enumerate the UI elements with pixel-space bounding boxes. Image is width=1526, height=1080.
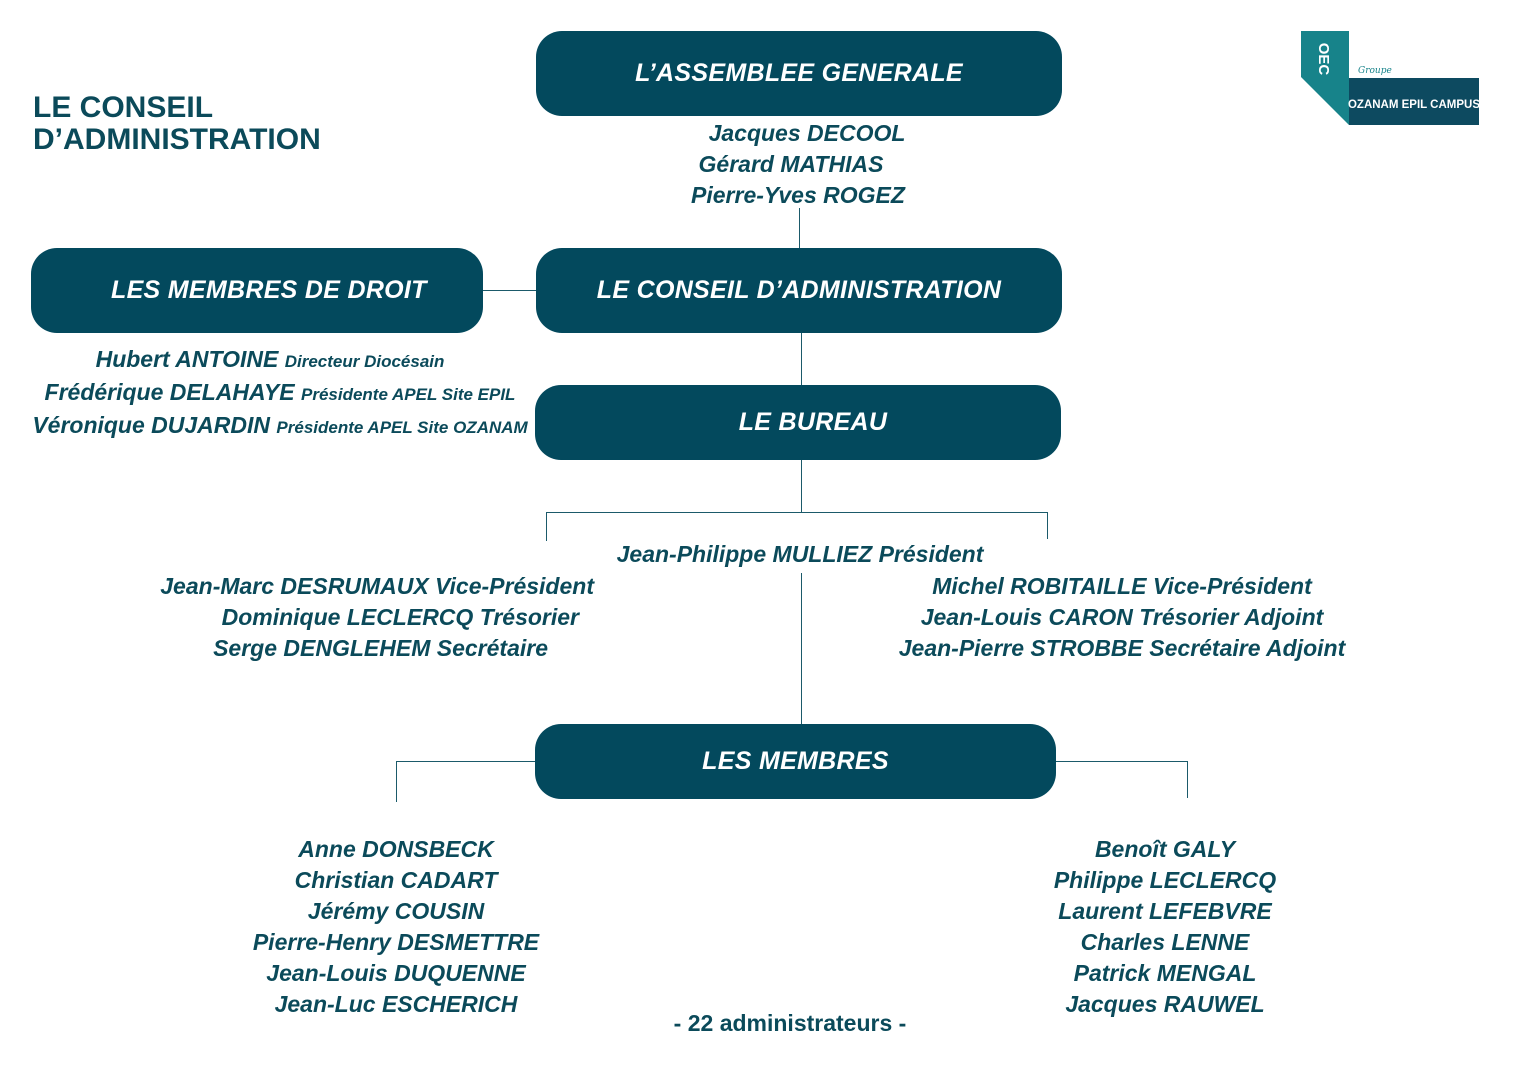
membres-droit-list bbox=[20, 344, 540, 443]
bureau-president: Jean-Philippe MULLIEZ Président bbox=[616, 541, 984, 567]
logo-name: OZANAM EPIL CAMPUS bbox=[1347, 99, 1479, 111]
membres-de-droit-label: LES MEMBRES DE DROIT bbox=[111, 276, 427, 304]
conseil-administration-label: LE CONSEIL D’ADMINISTRATION bbox=[596, 276, 1002, 304]
conseil-administration-box bbox=[536, 248, 1062, 333]
membres-label: LES MEMBRES bbox=[702, 747, 889, 775]
membre-droit-role: Présidente APEL Site OZANAM bbox=[276, 418, 528, 437]
membre-droit-role: Directeur Diocésain bbox=[284, 352, 445, 371]
bureau-member: Michel ROBITAILLE Vice-Président bbox=[932, 573, 1312, 599]
logo-graphic bbox=[1301, 31, 1479, 125]
connector-assemblee-conseil bbox=[799, 208, 800, 249]
membres-branch-left-v bbox=[396, 761, 397, 802]
page-title bbox=[33, 92, 321, 156]
bureau-branch-left bbox=[546, 512, 547, 541]
assemblee-names-list bbox=[600, 118, 1000, 211]
bureau-member: Serge DENGLEHEM Secrétaire bbox=[213, 635, 548, 661]
connector-droit-conseil bbox=[482, 290, 537, 291]
membre-name: Jacques RAUWEL bbox=[1065, 991, 1265, 1017]
membres-branch-right-h bbox=[1055, 761, 1188, 762]
bureau-right-list bbox=[890, 571, 1350, 664]
bureau-box bbox=[535, 385, 1061, 460]
membre-name: Philippe LECLERCQ bbox=[1053, 867, 1277, 893]
bureau-branch-right bbox=[1047, 512, 1048, 539]
bureau-member: Jean-Louis CARON Trésorier Adjoint bbox=[920, 604, 1324, 630]
membre-name: Jean-Luc ESCHERICH bbox=[274, 991, 518, 1017]
logo-mark: OEC bbox=[1315, 42, 1332, 76]
membres-de-droit-box bbox=[31, 248, 483, 333]
membre-droit-name: Véronique DUJARDIN bbox=[32, 412, 271, 438]
membre-name: Patrick MENGAL bbox=[1073, 960, 1257, 986]
membre-name: Laurent LEFEBVRE bbox=[1058, 898, 1272, 924]
assemblee-name: Gérard MATHIAS bbox=[698, 151, 884, 177]
membre-name: Charles LENNE bbox=[1080, 929, 1250, 955]
membre-droit-name: Hubert ANTOINE bbox=[95, 346, 279, 372]
connector-bureau-membres bbox=[801, 573, 802, 725]
membre-droit-row bbox=[20, 377, 540, 410]
page-title-line2: D’ADMINISTRATION bbox=[33, 123, 321, 156]
membres-branch-right-v bbox=[1187, 761, 1188, 798]
membres-right-list bbox=[1015, 834, 1315, 1020]
page-title-line1: LE CONSEIL bbox=[33, 91, 214, 124]
bureau-left-list bbox=[150, 571, 600, 664]
assemblee-name: Pierre-Yves ROGEZ bbox=[691, 182, 905, 208]
logo-small-text: Groupe bbox=[1358, 66, 1392, 76]
bureau-member: Jean-Marc DESRUMAUX Vice-Président bbox=[160, 573, 594, 599]
membre-droit-role: Présidente APEL Site EPIL bbox=[300, 385, 516, 404]
membre-droit-name: Frédérique DELAHAYE bbox=[44, 379, 295, 405]
membre-droit-row bbox=[20, 410, 540, 443]
connector-conseil-bureau bbox=[801, 332, 802, 386]
assemblee-generale-label: L’ASSEMBLEE GENERALE bbox=[635, 59, 963, 87]
ozanam-epil-campus-logo bbox=[1301, 31, 1479, 125]
assemblee-generale-box bbox=[536, 31, 1062, 116]
bureau-member: Dominique LECLERCQ Trésorier bbox=[221, 604, 579, 630]
administrateurs-count: - 22 administrateurs - bbox=[673, 1010, 907, 1036]
membre-name: Jean-Louis DUQUENNE bbox=[266, 960, 526, 986]
bureau-branch-horizontal bbox=[546, 512, 1048, 513]
bureau-label: LE BUREAU bbox=[738, 408, 888, 436]
membre-name: Christian CADART bbox=[294, 867, 498, 893]
membres-left-list bbox=[226, 834, 566, 1020]
membres-box bbox=[535, 724, 1056, 799]
membre-name: Benoît GALY bbox=[1094, 836, 1236, 862]
membres-branch-left-h bbox=[396, 761, 535, 762]
membre-droit-row bbox=[20, 344, 540, 377]
connector-bureau-down bbox=[801, 459, 802, 512]
membre-name: Jérémy COUSIN bbox=[307, 898, 485, 924]
membre-name: Pierre-Henry DESMETTRE bbox=[252, 929, 540, 955]
membre-name: Anne DONSBECK bbox=[298, 836, 494, 862]
bureau-member: Jean-Pierre STROBBE Secrétaire Adjoint bbox=[898, 635, 1346, 661]
assemblee-name: Jacques DECOOL bbox=[708, 120, 906, 146]
